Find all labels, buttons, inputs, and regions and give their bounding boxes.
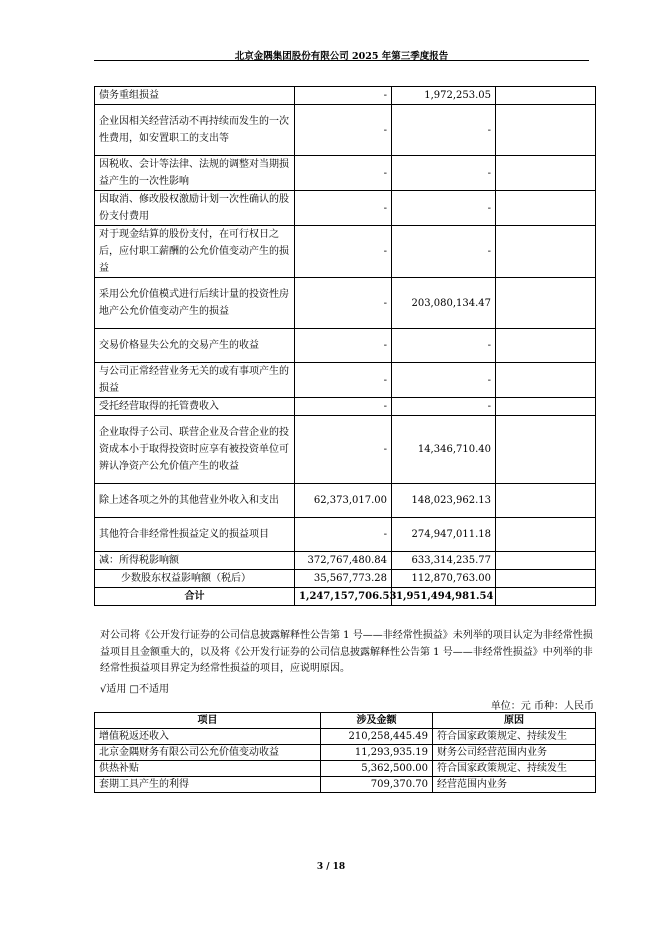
ytd-cell: 112,870,763.00 bbox=[392, 570, 496, 588]
table-row bbox=[95, 226, 596, 278]
item-cell: 受托经营取得的托管费收入 bbox=[95, 398, 295, 416]
page-header: 北京金隅集团股份有限公司 2025 年第三季度报告 bbox=[234, 51, 449, 62]
note-cell bbox=[496, 278, 596, 329]
note-cell bbox=[496, 105, 596, 156]
note-cell bbox=[496, 156, 596, 191]
table-row bbox=[95, 777, 596, 793]
ytd-cell: 14,346,710.40 bbox=[392, 416, 496, 484]
item-cell: 减：所得税影响额 bbox=[95, 552, 295, 570]
explanation-paragraph: 对公司将《公开发行证券的公司信息披露解释性公告第 1 号——非经常性损益》未列举的项目认定为非经常性损益项目且金额重大的，以及将《公开发行证券的公司信息披露解释性公告第 1 号——非经常性损益》中列举的非经常性损益项目界定为经常性损益的项目，应说明原因。 bbox=[100, 630, 593, 675]
table-header-row bbox=[95, 713, 596, 729]
applicability-checkbox: √适用 □不适用 bbox=[100, 684, 169, 695]
table-row bbox=[95, 570, 596, 588]
current-period-cell: - bbox=[295, 518, 392, 552]
total-row bbox=[95, 588, 596, 606]
table-row bbox=[95, 518, 596, 552]
item-cell: 债务重组损益 bbox=[95, 87, 295, 105]
ytd-cell: 148,023,962.13 bbox=[392, 484, 496, 518]
unit-label: 单位：元 币种：人民币 bbox=[490, 701, 594, 712]
current-period-cell: 35,567,773.28 bbox=[295, 570, 392, 588]
item-cell: 对于现金结算的股份支付，在可行权日之后，应付职工薪酬的公允价值变动产生的损益 bbox=[95, 226, 295, 278]
item-cell: 交易价格显失公允的交易产生的收益 bbox=[95, 329, 295, 363]
current-period-cell: - bbox=[295, 416, 392, 484]
ytd-cell: - bbox=[392, 156, 496, 191]
total-note bbox=[496, 588, 596, 606]
non-recurring-items-table bbox=[94, 86, 596, 606]
item-cell: 采用公允价值模式进行后续计量的投资性房地产公允价值变动产生的损益 bbox=[95, 278, 295, 329]
note-cell bbox=[496, 329, 596, 363]
reason-cell: 财务公司经营范围内业务 bbox=[433, 745, 596, 761]
note-cell bbox=[496, 363, 596, 398]
item-cell: 增值税返还收入 bbox=[95, 729, 321, 745]
table-row bbox=[95, 87, 596, 105]
note-cell bbox=[496, 416, 596, 484]
ytd-cell: - bbox=[392, 226, 496, 278]
table-row bbox=[95, 363, 596, 398]
current-period-cell: - bbox=[295, 398, 392, 416]
amount-cell: 5,362,500.00 bbox=[321, 761, 433, 777]
col-header-reason: 原因 bbox=[433, 713, 596, 729]
total-current: 1,247,157,706.53 bbox=[295, 588, 392, 606]
table-row bbox=[95, 398, 596, 416]
current-period-cell: - bbox=[295, 329, 392, 363]
item-cell: 企业因相关经营活动不再持续而发生的一次性费用，如安置职工的支出等 bbox=[95, 105, 295, 156]
item-cell: 因取消、修改股权激励计划一次性确认的股份支付费用 bbox=[95, 191, 295, 226]
ytd-cell: 1,972,253.05 bbox=[392, 87, 496, 105]
current-period-cell: - bbox=[295, 156, 392, 191]
note-cell bbox=[496, 570, 596, 588]
item-cell: 供热补贴 bbox=[95, 761, 321, 777]
item-cell: 与公司正常经营业务无关的或有事项产生的损益 bbox=[95, 363, 295, 398]
col-header-item: 项目 bbox=[95, 713, 321, 729]
note-cell bbox=[496, 484, 596, 518]
current-period-cell: 372,767,480.84 bbox=[295, 552, 392, 570]
item-cell: 因税收、会计等法律、法规的调整对当期损益产生的一次性影响 bbox=[95, 156, 295, 191]
table-row bbox=[95, 278, 596, 329]
col-header-amount: 涉及金额 bbox=[321, 713, 433, 729]
current-period-cell: - bbox=[295, 191, 392, 226]
note-cell bbox=[496, 398, 596, 416]
item-cell: 除上述各项之外的其他营业外收入和支出 bbox=[95, 484, 295, 518]
note-cell bbox=[496, 191, 596, 226]
current-period-cell: - bbox=[295, 363, 392, 398]
table-row bbox=[95, 105, 596, 156]
current-period-cell: - bbox=[295, 87, 392, 105]
table-row bbox=[95, 729, 596, 745]
ytd-cell: 633,314,235.77 bbox=[392, 552, 496, 570]
current-period-cell: - bbox=[295, 226, 392, 278]
ytd-cell: - bbox=[392, 329, 496, 363]
total-label: 合计 bbox=[95, 588, 295, 606]
recurring-classification-table bbox=[94, 712, 596, 793]
note-cell bbox=[496, 518, 596, 552]
table-row bbox=[95, 329, 596, 363]
current-period-cell: - bbox=[295, 278, 392, 329]
ytd-cell: - bbox=[392, 363, 496, 398]
item-cell: 套期工具产生的利得 bbox=[95, 777, 321, 793]
table-row bbox=[95, 191, 596, 226]
reason-cell: 符合国家政策规定、持续发生 bbox=[433, 761, 596, 777]
note-cell bbox=[496, 552, 596, 570]
item-cell: 北京金隅财务有限公司公允价值变动收益 bbox=[95, 745, 321, 761]
item-cell: 企业取得子公司、联营企业及合营企业的投资成本小于取得投资时应享有被投资单位可辨认净资产公允价值产生的收益 bbox=[95, 416, 295, 484]
table-row bbox=[95, 156, 596, 191]
item-cell: 其他符合非经常性损益定义的损益项目 bbox=[95, 518, 295, 552]
ytd-cell: - bbox=[392, 191, 496, 226]
reason-cell: 符合国家政策规定、持续发生 bbox=[433, 729, 596, 745]
ytd-cell: 203,080,134.47 bbox=[392, 278, 496, 329]
ytd-cell: - bbox=[392, 398, 496, 416]
total-ytd: 1,951,494,981.54 bbox=[392, 588, 496, 606]
current-period-cell: - bbox=[295, 105, 392, 156]
current-period-cell: 62,373,017.00 bbox=[295, 484, 392, 518]
amount-cell: 709,370.70 bbox=[321, 777, 433, 793]
table-row bbox=[95, 484, 596, 518]
amount-cell: 11,293,935.19 bbox=[321, 745, 433, 761]
amount-cell: 210,258,445.49 bbox=[321, 729, 433, 745]
table-row bbox=[95, 761, 596, 777]
note-cell bbox=[496, 226, 596, 278]
table-row bbox=[95, 745, 596, 761]
note-cell bbox=[496, 87, 596, 105]
reason-cell: 经营范围内业务 bbox=[433, 777, 596, 793]
table-row bbox=[95, 552, 596, 570]
page-number: 3 / 18 bbox=[316, 862, 346, 872]
item-cell: 少数股东权益影响额（税后） bbox=[95, 570, 295, 588]
table-row bbox=[95, 416, 596, 484]
ytd-cell: - bbox=[392, 105, 496, 156]
header-divider bbox=[94, 60, 589, 61]
ytd-cell: 274,947,011.18 bbox=[392, 518, 496, 552]
